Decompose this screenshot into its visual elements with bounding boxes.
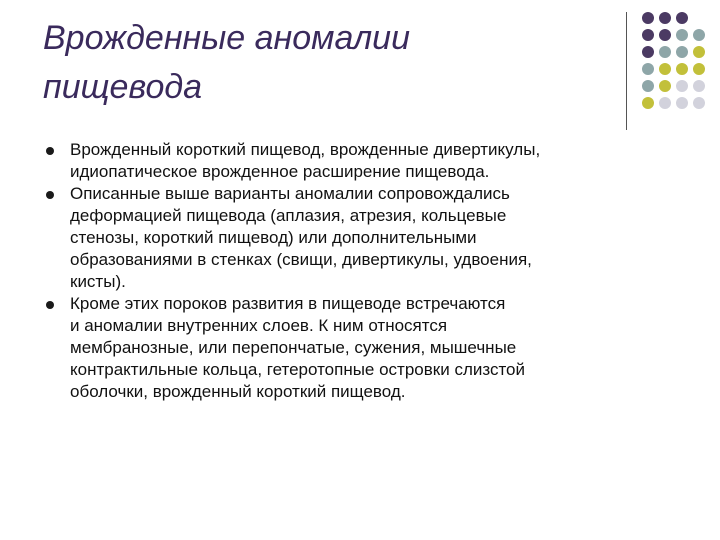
decor-dot bbox=[659, 97, 671, 109]
bullet-text-line: и аномалии внутренних слоев. К ним относятся bbox=[70, 316, 448, 335]
decor-dot bbox=[642, 46, 654, 58]
decor-dot bbox=[693, 63, 705, 75]
decor-dot bbox=[676, 46, 688, 58]
decorative-dot-grid bbox=[642, 12, 714, 122]
bullet-dot-icon bbox=[46, 301, 54, 309]
decor-dot bbox=[659, 46, 671, 58]
bullet-dot-icon bbox=[46, 147, 54, 155]
decor-dot bbox=[676, 63, 688, 75]
decor-dot bbox=[642, 29, 654, 41]
bullet-text-line: образованиями в стенках (свищи, дивертикулы, удвоения, bbox=[70, 250, 532, 269]
bullet-list bbox=[46, 139, 666, 403]
bullet-text-line: мембранозные, или перепончатые, сужения, мышечные bbox=[70, 338, 517, 357]
vertical-divider bbox=[626, 12, 627, 130]
bullet-text-line: идиопатическое врожденное расширение пищевода. bbox=[70, 162, 490, 181]
bullet-item bbox=[46, 183, 666, 293]
decor-dot bbox=[642, 97, 654, 109]
bullet-text-line: Описанные выше варианты аномалии сопровождались bbox=[70, 184, 510, 203]
title-line-2: пищевода bbox=[43, 68, 203, 106]
bullet-item bbox=[46, 293, 666, 403]
decor-dot bbox=[642, 12, 654, 24]
decor-dot bbox=[659, 29, 671, 41]
bullet-text-line: оболочки, врожденный короткий пищевод. bbox=[70, 382, 406, 401]
bullet-text-line: кисты). bbox=[70, 272, 126, 291]
bullet-text-line: деформацией пищевода (аплазия, атрезия, кольцевые bbox=[70, 206, 507, 225]
decor-dot bbox=[676, 80, 688, 92]
decor-dot bbox=[642, 63, 654, 75]
bullet-dot-icon bbox=[46, 191, 54, 199]
decor-dot bbox=[693, 97, 705, 109]
decor-dot bbox=[676, 97, 688, 109]
bullet-text-line: Врожденный короткий пищевод, врожденные дивертикулы, bbox=[70, 140, 541, 159]
decor-dot bbox=[659, 63, 671, 75]
title-line-1: Врожденные аномалии bbox=[43, 19, 410, 57]
bullet-text-line: Кроме этих пороков развития в пищеводе встречаются bbox=[70, 294, 506, 313]
slide-title bbox=[43, 14, 603, 112]
bullet-item bbox=[46, 139, 666, 183]
decor-dot bbox=[676, 29, 688, 41]
decor-dot bbox=[676, 12, 688, 24]
decor-dot bbox=[693, 29, 705, 41]
bullet-text-line: контрактильные кольца, гетеротопные островки слизстой bbox=[70, 360, 526, 379]
decor-dot bbox=[693, 80, 705, 92]
decor-dot bbox=[659, 12, 671, 24]
decor-dot bbox=[642, 80, 654, 92]
decor-dot bbox=[693, 46, 705, 58]
bullet-text-line: стенозы, короткий пищевод) или дополнительными bbox=[70, 228, 477, 247]
decor-dot bbox=[659, 80, 671, 92]
